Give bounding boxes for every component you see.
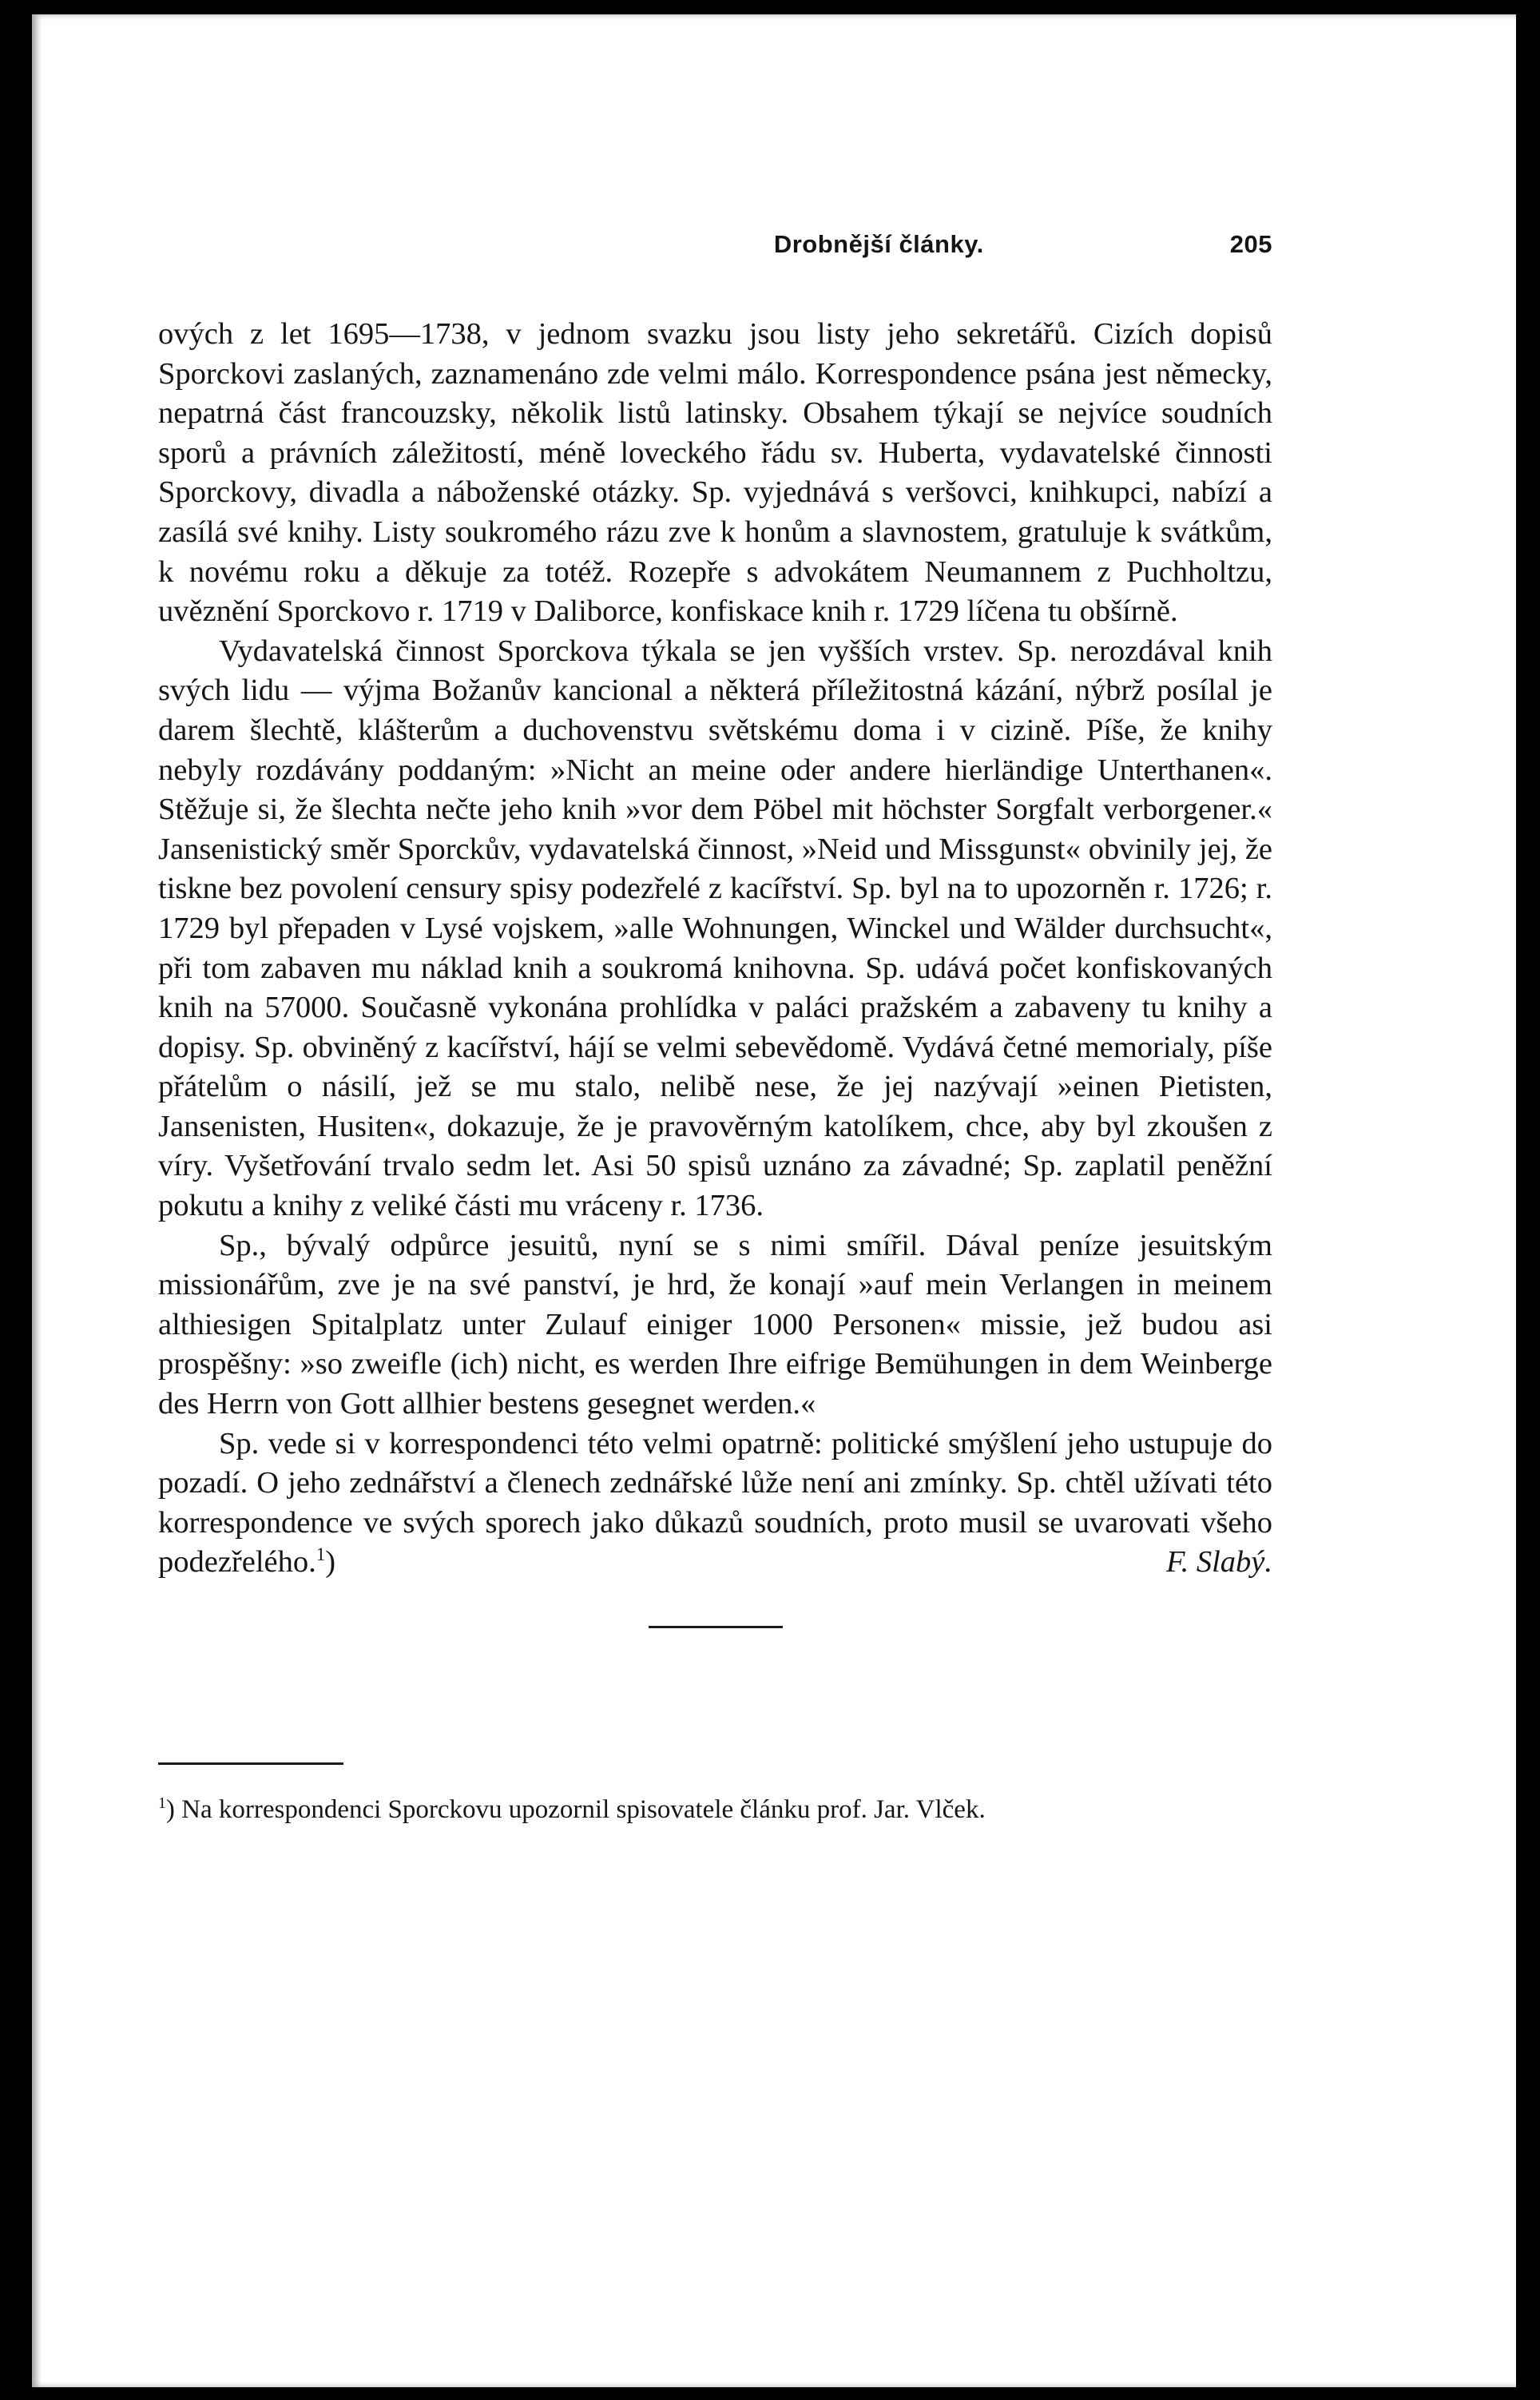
paragraph-4-text: Sp. vede si v korrespondenci této velmi opatrně: politické smýšlení jeho ustupuje do pozadí. O jeho zednářství a členech zednářské lůže není ani zmínky. Sp. chtěl užívati této korrespondence ve svých sporech jako důkazů soudních, proto musil se uvarovati všeho podezřelého. [158,1426,1272,1579]
paragraph-1: ových z let 1695—1738, v jednom svazku jsou listy jeho sekretářů. Cizích dopisů Sporckovi zaslaných, zaznamenáno zde velmi málo. Korrespondence psána jest německy, nepatrná část francouzsky, několik listů latinsky. Obsahem týkají se nejvíce soudních sporů a právních záležitostí, méně loveckého řádu sv. Huberta, vydavatelské činnosti Sporckovy, divadla a náboženské otázky. Sp. vyjednává s veršovci, knihkupci, nabízí a zasílá své knihy. Listy soukromého rázu zve k honům a slavnostem, gratuluje k svátkům, k novému roku a děkuje za totéž. Rozepře s advokátem Neumannem z Puchholtzu, uvěznění Sporckovo r. 1719 v Daliborce, konfiskace knih r. 1729 líčena tu obšírně. [158,317,1272,629]
page-text-block [158,230,1272,1827]
article-body [158,315,1272,1583]
footnote-marker-paren: ) [165,1795,175,1824]
footnote-text: Na korrespondenci Sporckovu upozornil spisovatele článku prof. Jar. Vlček. [181,1795,986,1824]
footnote-marker: 1 [158,1794,166,1812]
section-end-rule [649,1626,783,1628]
paragraph-4 [158,1425,1272,1583]
footnote-reference: 1 [316,1544,326,1565]
running-title: Drobnější články. [773,230,984,258]
page-number: 205 [1229,230,1272,258]
paragraph-2: Vydavatelská činnost Sporckova týkala se jen vyšších vrstev. Sp. nerozdával knih svých lidu — výjma Božanův kancional a některá příležitostná kázání, nýbrž posílal je darem šlechtě, klášterům a duchovenstvu světskému doma i v cizině. Píše, že knihy nebyly rozdávány poddaným: »Nicht an meine oder andere hierländige Unterthanen«. Stěžuje si, že šlechta nečte jeho knih »vor dem Pöbel mit höchster Sorgfalt verborgener.« Jansenistický směr Sporckův, vydavatelská činnost, »Neid und Missgunst« obvinily jej, že tiskne bez povolení censury spisy podezřelé z kacířství. Sp. byl na to upozorněn r. 1726; r. 1729 byl přepaden v Lysé vojskem, »alle Wohnungen, Winckel und Wälder durchsucht«, při tom zabaven mu náklad knih a soukromá knihovna. Sp. udává počet konfiskovaných knih na 57000. Současně vykonána prohlídka v paláci pražském a zabaveny tu knihy a dopisy. Sp. obviněný z kacířství, hájí se velmi sebevědomě. Vydává četné memorialy, píše přátelům o násilí, jež se mu stalo, nelibě nese, že jej nazývají »einen Pietisten, Jansenisten, Husiten«, dokazuje, že je pravověrným katolíkem, chce, aby byl zkoušen z víry. Vyšetřování trvalo sedm let. Asi 50 spisů uznáno za závadné; Sp. zaplatil peněžní pokutu a knihy z veliké části mu vráceny r. 1736. [158,634,1272,1223]
book-page [32,14,1516,2387]
paragraph-3: Sp., bývalý odpůrce jesuitů, nyní se s nimi smířil. Dával peníze jesuitským missionářům, zve je na své panství, je hrd, že konají »auf mein Verlangen in meinem althiesigen Spitalplatz unter Zulauf einiger 1000 Personen« missie, jež budou asi prospěšny: »so zweifle (ich) nicht, es werden Ihre eifrige Bemühungen in dem Weinberge des Herrn von Gott allhier bestens gesegnet werden.« [158,1228,1272,1421]
footnote-reference-paren: ) [325,1545,336,1579]
running-header [158,230,1272,275]
footnote-separator [158,1762,343,1765]
footnote [158,1792,1272,1827]
author-signature: F. Slabý. [1166,1545,1272,1579]
